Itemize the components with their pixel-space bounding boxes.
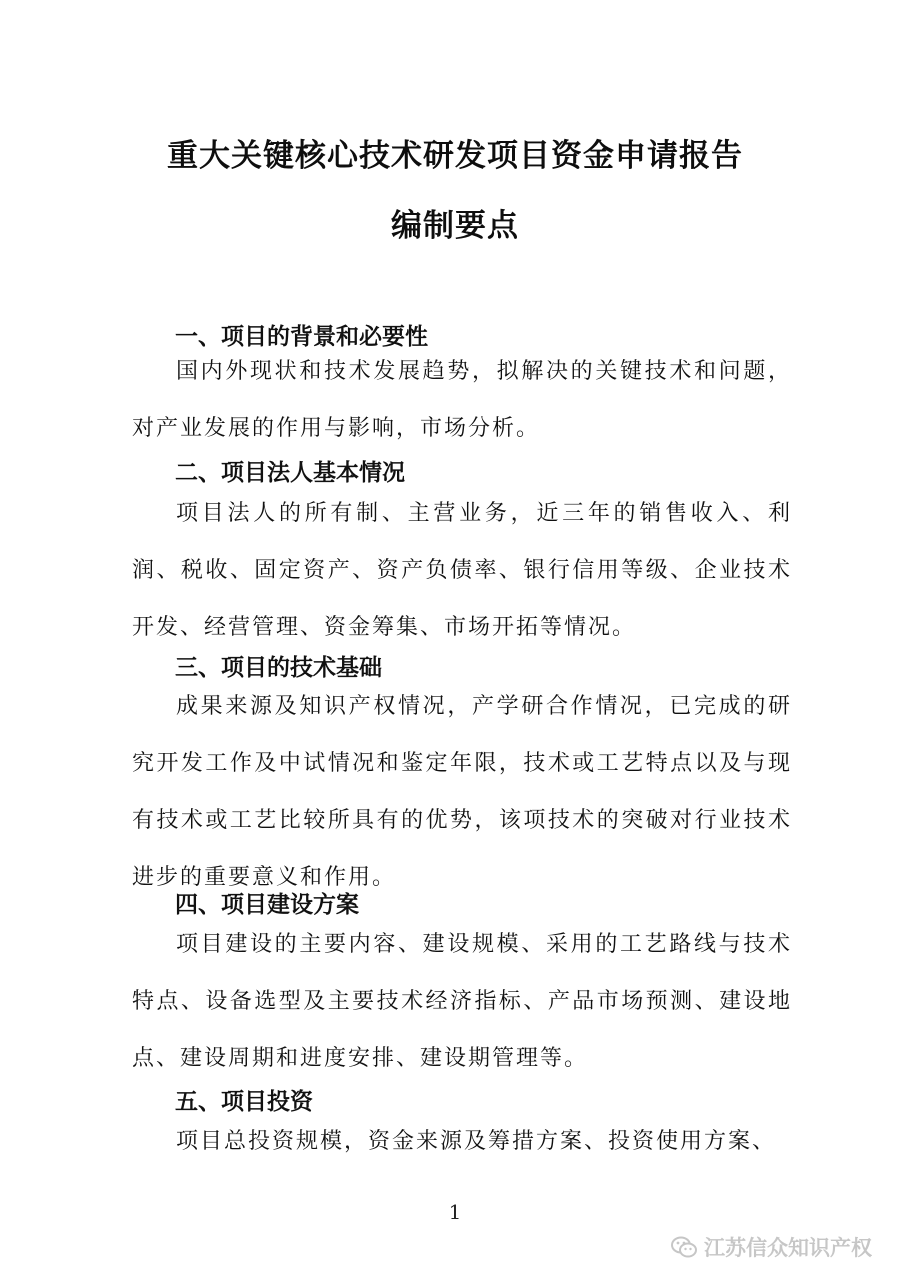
wechat-icon	[670, 1235, 698, 1259]
section-heading-5: 五、项目投资	[175, 1089, 313, 1115]
watermark	[670, 1232, 872, 1262]
section-body-4: 项目建设的主要内容、建设规模、采用的工艺路线与技术特点、设备选型及主要技术经济指标、产品市场预测、建设地点、建设周期和进度安排、建设期管理等。	[132, 932, 792, 1071]
section-heading-1: 一、项目的背景和必要性	[175, 324, 428, 350]
watermark-text: 江苏信众知识产权	[704, 1236, 872, 1260]
section-heading-3: 三、项目的技术基础	[175, 655, 382, 681]
section-heading-4: 四、项目建设方案	[175, 892, 359, 918]
section-body-3: 成果来源及知识产权情况，产学研合作情况，已完成的研究开发工作及中试情况和鉴定年限，技术或工艺特点以及与现有技术或工艺比较所具有的优势，该项技术的突破对行业技术进步的重要意义和作用。	[132, 694, 792, 890]
section-heading-2: 二、项目法人基本情况	[175, 460, 405, 486]
section-body-5: 项目总投资规模，资金来源及筹措方案、投资使用方案、	[176, 1129, 777, 1154]
document-title-line2: 编制要点	[391, 208, 519, 244]
page-number: 1	[448, 1200, 462, 1224]
section-body-1: 国内外现状和技术发展趋势，拟解决的关键技术和问题，对产业发展的作用与影响，市场分析。	[132, 359, 792, 441]
document-title-line1: 重大关键核心技术研发项目资金申请报告	[167, 138, 743, 174]
section-body-2: 项目法人的所有制、主营业务，近三年的销售收入、利润、税收、固定资产、资产负债率、银行信用等级、企业技术开发、经营管理、资金筹集、市场开拓等情况。	[132, 501, 792, 640]
